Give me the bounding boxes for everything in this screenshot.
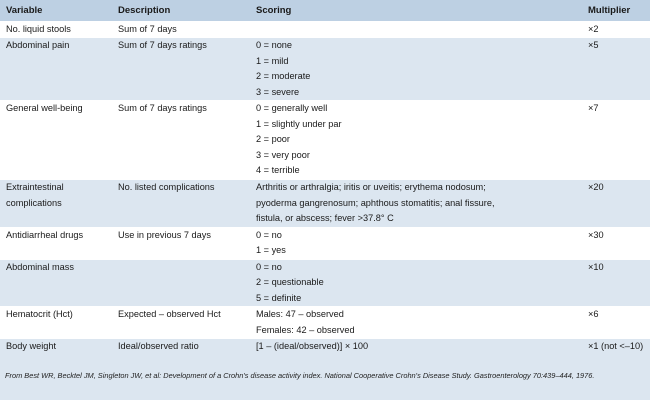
description-cell-line: Ideal/observed ratio (118, 341, 199, 351)
variable-cell-line: General well-being (6, 103, 83, 113)
table-row (0, 307, 650, 339)
scoring-cell-line: 4 = terrible (256, 165, 300, 175)
multiplier-cell (582, 339, 650, 367)
variable-cell-line: Abdominal mass (6, 261, 74, 272)
scoring-cell-line: 3 = severe (256, 86, 300, 97)
scoring-cell-line (256, 22, 576, 38)
description-cell-line: No. listed complications (118, 182, 215, 192)
variable-cell-line: complications (6, 197, 62, 208)
scoring-cell-line: Females: 42 – observed (256, 324, 355, 335)
scoring-cell-line: 2 = questionable (256, 277, 324, 287)
table-row (0, 101, 650, 180)
header-variable: Variable (6, 4, 43, 16)
scoring-cell-line: [1 – (ideal/observed)] × 100 (256, 341, 369, 351)
description-cell-line: Sum of 7 days ratings (118, 40, 207, 50)
scoring-cell (250, 339, 582, 367)
description-cell-line: Use in previous 7 days (118, 229, 211, 240)
table-row (0, 259, 650, 307)
variable-cell-line: No. liquid stools (6, 23, 71, 34)
scoring-cell-line: 2 = poor (256, 134, 290, 144)
variable-cell (0, 21, 112, 38)
multiplier-cell (582, 101, 650, 180)
multiplier-value: ×1 (not <–10) (588, 341, 644, 351)
description-cell (112, 101, 250, 180)
multiplier-value: ×6 (588, 309, 599, 319)
scoring-cell (250, 307, 582, 339)
scoring-cell (250, 259, 582, 307)
source-footnote: From Best WR, Becktel JM, Singleton JW, et al: Development of a Crohn's disease activity index. National Cooperative Crohn's Disease Study. Gastroenterology 70:439–444, 1976. (5, 371, 595, 380)
description-cell (112, 21, 250, 38)
variable-cell-line: Hematocrit (Hct) (6, 309, 73, 319)
table-row (0, 180, 650, 228)
header-multiplier: Multiplier (588, 4, 631, 16)
variable-cell (0, 259, 112, 307)
description-cell (112, 180, 250, 228)
multiplier-value: ×30 (588, 229, 604, 240)
scoring-cell (250, 21, 582, 38)
scoring-cell-line: 0 = generally well (256, 103, 328, 113)
multiplier-value: ×10 (588, 261, 604, 272)
description-cell-line (118, 260, 244, 276)
description-cell (112, 259, 250, 307)
scoring-cell-line: fistula, or abscess; fever >37.8° C (256, 213, 394, 223)
header-scoring: Scoring (256, 4, 292, 16)
scoring-cell-line: 0 = none (256, 40, 293, 50)
multiplier-cell (582, 307, 650, 339)
header-row (0, 0, 650, 21)
scoring-cell-line: 1 = yes (256, 245, 286, 255)
scoring-cell-line: 0 = no (256, 229, 282, 240)
scoring-cell-line: 1 = slightly under par (256, 118, 342, 129)
multiplier-cell (582, 259, 650, 307)
table-row (0, 38, 650, 101)
scoring-cell-line: 2 = moderate (256, 71, 311, 81)
multiplier-cell (582, 180, 650, 228)
variable-cell (0, 38, 112, 101)
scoring-cell-line: 1 = mild (256, 55, 289, 66)
scoring-cell (250, 101, 582, 180)
header-description: Description (118, 4, 171, 16)
scoring-cell-line: 5 = definite (256, 292, 302, 303)
scoring-cell-line: 3 = very poor (256, 149, 310, 160)
scoring-cell-line: 0 = no (256, 261, 282, 272)
variable-cell-line: Extraintestinal (6, 182, 64, 192)
description-cell-line: Sum of 7 days (118, 23, 177, 34)
scoring-cell-line: Arthritis or arthralgia; iritis or uveitis; erythema nodosum; (256, 182, 486, 192)
description-cell-line: Expected – observed Hct (118, 309, 221, 319)
multiplier-value: ×2 (588, 23, 599, 34)
description-cell-line: Sum of 7 days ratings (118, 103, 207, 113)
description-cell (112, 227, 250, 259)
scoring-cell (250, 38, 582, 101)
variable-cell (0, 227, 112, 259)
description-cell (112, 307, 250, 339)
scoring-cell-line: Males: 47 – observed (256, 309, 344, 319)
variable-cell (0, 101, 112, 180)
multiplier-value: ×7 (588, 103, 599, 113)
variable-cell-line: Abdominal pain (6, 40, 70, 50)
variable-cell (0, 180, 112, 228)
table-row (0, 339, 650, 367)
table-body (0, 21, 650, 367)
multiplier-cell (582, 21, 650, 38)
variable-cell-line: Body weight (6, 341, 57, 351)
variable-cell (0, 339, 112, 367)
scoring-cell (250, 180, 582, 228)
variable-cell (0, 307, 112, 339)
multiplier-cell (582, 38, 650, 101)
table-row (0, 227, 650, 259)
table-row (0, 21, 650, 38)
description-cell (112, 38, 250, 101)
multiplier-value: ×5 (588, 40, 599, 50)
scoring-cell (250, 227, 582, 259)
scoring-cell-line: pyoderma gangrenosum; aphthous stomatitis; anal fissure, (256, 197, 495, 208)
multiplier-cell (582, 227, 650, 259)
variable-cell-line: Antidiarrheal drugs (6, 229, 84, 240)
multiplier-value: ×20 (588, 182, 604, 192)
description-cell (112, 339, 250, 367)
